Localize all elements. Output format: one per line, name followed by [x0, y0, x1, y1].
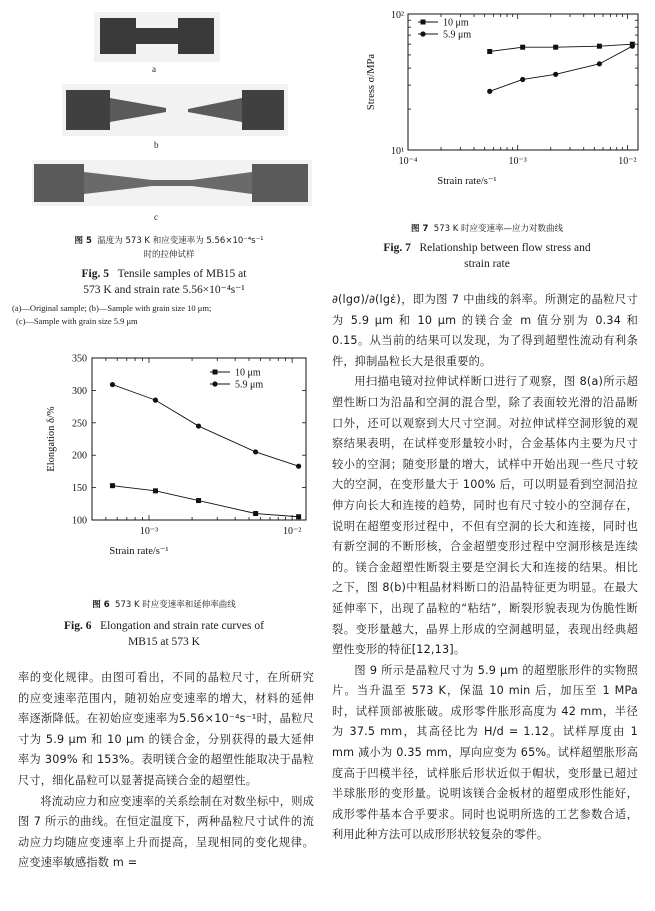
series-line-1 [490, 44, 633, 51]
fig5-caption-en-prefix: Fig. 5 [81, 268, 109, 280]
fig6-caption-en [14, 618, 314, 650]
y-axis-label: Elongation δ/% [46, 406, 57, 472]
fig6-caption-en-prefix: Fig. 6 [64, 620, 92, 632]
fig6-chart [40, 352, 310, 580]
data-point [253, 449, 258, 454]
series-line-1 [112, 486, 298, 517]
fig5-label-c: c [154, 212, 158, 222]
fig5-legend-line1: (a)—Original sample; (b)—Sample with grain size 10 μm; [12, 303, 212, 313]
right-paragraph-1: ∂(lgσ)/∂(lgε̇)，即为图 7 中曲线的斜率。所测定的晶粒尺寸为 5.9 μm 和 10 μm 的镁合金 m 值分别为 0.34 和 0.15。从当前的结果可以发现，为了得到超塑性流动有利条件，抑制晶粒长大是很重要的。 [332, 293, 638, 368]
left-paragraph-2: 将流动应力和应变速率的关系绘制在对数坐标中，则成图 7 所示的曲线。在恒定温度下，两种晶粒尺寸试件的流动应力均随应变速率上升而提高，呈现相同的变化规律。应变速率敏感指数 m = [18, 794, 314, 870]
data-point [597, 44, 602, 49]
fig7-caption-en [332, 240, 642, 272]
y-tick-label: 10¹ [391, 146, 404, 157]
x-tick-label: 10⁻³ [139, 526, 159, 537]
fig5-caption-en-line2: 573 K and strain rate 5.56×10⁻⁴s⁻¹ [83, 284, 245, 296]
y-tick-label: 10² [391, 10, 404, 21]
data-point [487, 49, 492, 54]
data-point [597, 61, 602, 66]
fig6-caption-cn-prefix: 图 6 [92, 600, 110, 610]
data-point [196, 423, 201, 428]
fig7-caption-en-prefix: Fig. 7 [383, 242, 411, 254]
fig6-caption-en-line2: MB15 at 573 K [128, 636, 200, 648]
fig5-label-a: a [152, 64, 156, 74]
x-tick-label: 10⁻⁴ [398, 156, 418, 167]
fig7-caption-en-line1: Relationship between flow stress and [419, 242, 591, 254]
data-point [487, 89, 492, 94]
data-point [553, 45, 558, 50]
fig7-caption-cn-prefix: 图 7 [411, 224, 429, 234]
fig6-caption-cn-text: 573 K 时应变速率和延伸率曲线 [115, 600, 236, 610]
y-tick-label: 350 [72, 353, 87, 365]
legend-marker [212, 381, 217, 386]
y-tick-label: 200 [72, 450, 87, 462]
y-tick-label: 250 [72, 418, 87, 430]
data-point [253, 511, 258, 516]
left-body-text [18, 668, 314, 874]
sample-a-photo [94, 12, 220, 62]
fig7-caption-cn-text: 573 K 时应变速率—应力对数曲线 [433, 224, 563, 234]
fig5-caption-cn-line2: 时的拉伸试样 [143, 250, 195, 260]
data-point [296, 514, 301, 519]
x-axis-label: Strain rate/s⁻¹ [437, 176, 497, 187]
legend-label: 10 μm [443, 17, 469, 29]
fig6-caption-cn [14, 598, 314, 612]
fig5-legend-line2: (c)—Sample with grain size 5.9 μm [16, 316, 138, 326]
legend-marker [421, 20, 426, 25]
sample-b-photo [62, 84, 288, 136]
x-axis-label: Strain rate/s⁻¹ [109, 546, 169, 557]
right-paragraph-3: 图 9 所示是晶粒尺寸为 5.9 μm 的超塑胀形件的实物照片。当升温至 573 K，保温 10 min 后，加压至 1 MPa 时，试样顶部被胀破。成形零件胀形高度为 42 mm，半径为 37.5 mm，其高径比为 H/d = 1.12。试样厚度由 1 mm 减小为 0.35 mm，厚向应变为 65%。试样超塑胀形高度高于凹模半径，试样胀后形状近似于帽状，变形量已超过半球胀形的变形量。说明该镁合金板材的超塑成形性能好，成形零件基本合乎要求。同时也说明所选的工艺参数合适，利用此种方法可以成形形状较复杂的零件。 [332, 663, 638, 842]
left-paragraph-1: 率的变化规律。由图可看出，不同的晶粒尺寸，在所研究的应变速率范围内，随初始应变速率的增大，材料的延伸率逐渐降低。在初始应变速率为5.56×10⁻⁴s⁻¹时，晶粒尺寸为 5.9 μm 和 10 μm 的镁合金，分别获得的最大延伸率为 309% 和 153%。表明镁合金的超塑性能取决于晶粒尺寸，细化晶粒可以显著提高镁合金的超塑性。 [18, 671, 314, 787]
fig7-chart [362, 4, 644, 200]
y-axis-label: Stress σ/MPa [366, 53, 377, 111]
data-point [110, 382, 115, 387]
data-point [153, 398, 158, 403]
legend-label: 5.9 μm [235, 379, 264, 391]
fig5-caption-cn-prefix: 图 5 [74, 236, 92, 246]
data-point [153, 488, 158, 493]
fig5-caption-en [14, 266, 314, 298]
fig5-caption-cn-line1: 温度为 573 K 和应变速率为 5.56×10⁻⁴s⁻¹ [97, 236, 264, 246]
fig5-caption-cn [24, 234, 314, 262]
x-tick-label: 10⁻² [618, 156, 637, 167]
data-point [630, 44, 635, 49]
data-point [196, 498, 201, 503]
data-point [520, 77, 525, 82]
fig5-caption-en-line1: Tensile samples of MB15 at [117, 268, 247, 280]
series-line-2 [490, 46, 633, 91]
fig6-caption-en-line1: Elongation and strain rate curves of [100, 620, 264, 632]
x-tick-label: 10⁻² [282, 526, 302, 537]
legend-label: 10 μm [235, 367, 261, 379]
right-paragraph-2: 用扫描电镜对拉伸试样断口进行了观察，图 8(a)所示超塑性断口为沿晶和空洞的混合型，除了表面较光滑的沿晶断口外，还可以观察到大尺寸空洞。对拉伸试样空洞形貌的观察结果表明，在试样变形量较小时，合金基体内主要为尺寸较小的空洞；随变形量的增大，试样中开始出现一些尺寸较大的空洞，在变形量大于 100% 后，可以明显看到空洞沿拉伸方向长大和连接的趋势，同时也有尺寸较小的空洞存在，说明在超塑变形过程中，不但有空洞的长大和连接，同时也有新空洞的不断形核，合金超塑变形过程中空洞形核是连续的。镁合金超塑性断裂主要是空洞长大和连接的结果。相比之下，图 8(b)中粗晶材料断口的沿晶特征更为明显。在最大延伸率下，出现了晶粒的“粘结”，断裂形貌表现为伪脆性断裂。变形量越大，晶界上形成的空洞越明显，表现出经典超塑性变形的特征[12,13]。 [332, 375, 638, 657]
plot-frame [92, 358, 306, 520]
fig7-caption-cn [332, 222, 642, 236]
legend-marker [213, 370, 218, 375]
data-point [553, 72, 558, 77]
y-tick-label: 300 [72, 385, 87, 397]
series-line-2 [112, 385, 298, 467]
data-point [110, 483, 115, 488]
data-point [520, 45, 525, 50]
data-point [296, 464, 301, 469]
fig7-caption-en-line2: strain rate [464, 258, 510, 270]
right-body-text [332, 290, 638, 846]
fig5-legend [12, 302, 318, 328]
y-tick-label: 150 [72, 483, 87, 495]
y-tick-label: 100 [72, 515, 87, 527]
legend-label: 5.9 μm [443, 29, 472, 41]
x-tick-label: 10⁻³ [508, 156, 527, 167]
fig5-label-b: b [154, 140, 159, 150]
legend-marker [420, 31, 425, 36]
sample-c-photo [32, 160, 312, 206]
